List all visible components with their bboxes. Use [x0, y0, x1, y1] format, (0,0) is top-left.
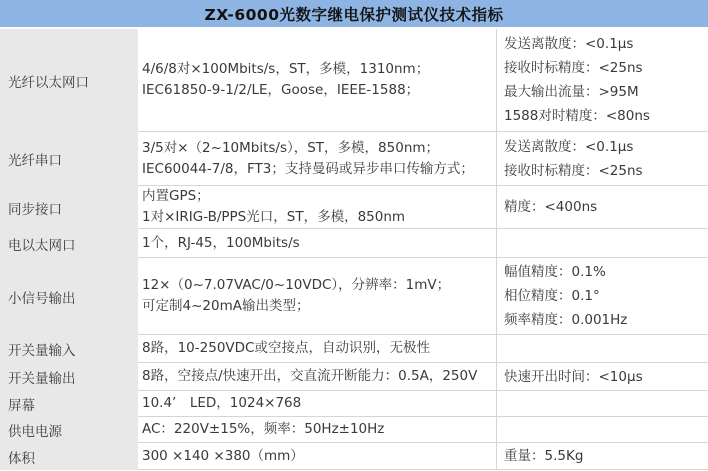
spec-line: 1个，RJ-45，100Mbits/s — [142, 234, 300, 251]
row-label: 供电电源 — [0, 417, 138, 443]
spec-line: 内置GPS； — [142, 188, 210, 204]
table-row — [0, 186, 708, 229]
row-precision-cell — [496, 391, 708, 417]
table-title: ZX-6000光数字继电保护测试仪技术指标 — [0, 0, 708, 27]
row-label: 光纤串口 — [0, 132, 138, 186]
row-precision-cell — [496, 258, 708, 335]
spec-line: 10.4’ LED，1024×768 — [142, 395, 302, 411]
row-precision-cell — [496, 29, 708, 132]
spec-line: 8路，10-250VDC或空接点，自动识别，无极性 — [142, 340, 430, 356]
precision-line: 幅值精度：0.1% — [504, 264, 606, 280]
precision-line: 精度：<400ns — [504, 199, 598, 215]
row-precision-cell — [496, 443, 708, 470]
table-row — [0, 417, 708, 443]
row-spec-cell — [138, 443, 496, 470]
table-row — [0, 391, 708, 417]
row-precision-cell — [496, 132, 708, 186]
spec-line: AC：220V±15%，频率：50Hz±10Hz — [142, 421, 385, 437]
spec-line: 4/6/8对×100Mbits/s，ST，多模，1310nm； — [142, 61, 430, 77]
table-row — [0, 335, 708, 363]
precision-line: 1588对时精度：<80ns — [504, 108, 650, 124]
row-spec-cell — [138, 335, 496, 363]
row-spec-cell — [138, 132, 496, 186]
row-spec-cell — [138, 363, 496, 391]
row-precision-cell — [496, 186, 708, 229]
table-row — [0, 132, 708, 186]
table-row — [0, 229, 708, 258]
row-spec-cell — [138, 417, 496, 443]
precision-line: 重量：5.5Kg — [504, 448, 584, 464]
table-row — [0, 443, 708, 470]
row-precision-cell — [496, 335, 708, 363]
row-label: 电以太网口 — [0, 229, 138, 258]
spec-line: IEC61850-9-1/2/LE，Goose，IEEE-1588； — [142, 82, 420, 98]
row-precision-cell — [496, 363, 708, 391]
row-label: 开关量输出 — [0, 363, 138, 391]
table-row — [0, 258, 708, 335]
row-spec-cell — [138, 186, 496, 229]
row-precision-cell — [496, 417, 708, 443]
row-label: 同步接口 — [0, 186, 138, 229]
row-label: 屏幕 — [0, 391, 138, 417]
row-label: 光纤以太网口 — [0, 29, 138, 132]
row-label: 体积 — [0, 443, 138, 470]
row-spec-cell — [138, 29, 496, 132]
spec-table — [0, 29, 708, 470]
spec-line: 8路，空接点/快速开出，交直流开断能力：0.5A，250V — [142, 368, 478, 384]
precision-line: 发送离散度：<0.1μs — [504, 138, 634, 155]
precision-line: 最大输出流量：>95M — [504, 84, 639, 100]
spec-line: 12×（0~7.07VAC/0~10VDC），分辨率：1mV； — [142, 277, 451, 293]
table-row — [0, 363, 708, 391]
row-spec-cell — [138, 391, 496, 417]
precision-line: 相位精度：0.1° — [504, 288, 600, 304]
row-label: 开关量输入 — [0, 335, 138, 363]
spec-line: 1对×IRIG-B/PPS光口，ST，多模，850nm — [142, 209, 406, 225]
row-precision-cell — [496, 229, 708, 258]
spec-line: IEC60044-7/8，FT3；支持曼码或异步串口传输方式； — [142, 160, 474, 177]
precision-line: 发送离散度：<0.1μs — [504, 36, 634, 52]
spec-line: 300 ×140 ×380（mm） — [142, 447, 304, 464]
table-row — [0, 29, 708, 132]
row-label: 小信号输出 — [0, 258, 138, 335]
spec-line: 3/5对×（2~10Mbits/s），ST，多模，850nm； — [142, 139, 440, 156]
precision-line: 快速开出时间：<10μs — [504, 368, 643, 385]
precision-line: 频率精度：0.001Hz — [504, 312, 628, 328]
precision-line: 接收时标精度：<25ns — [504, 60, 643, 76]
spec-line: 可定制4~20mA输出类型； — [142, 298, 310, 314]
row-spec-cell — [138, 258, 496, 335]
row-spec-cell — [138, 229, 496, 258]
precision-line: 接收时标精度：<25ns — [504, 162, 643, 179]
